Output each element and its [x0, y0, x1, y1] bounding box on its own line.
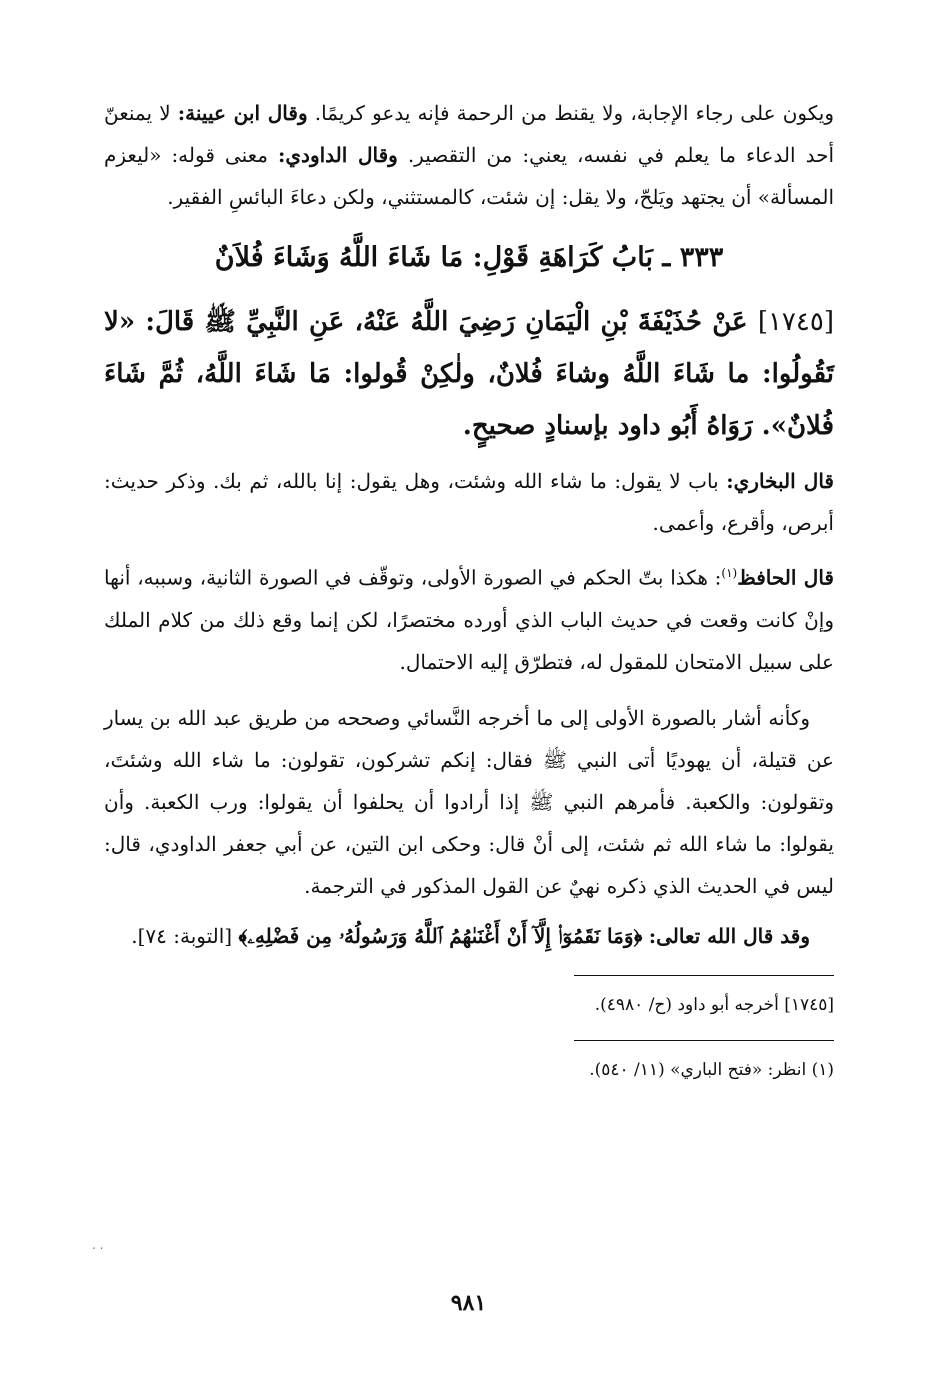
speaker-label: قال البخاري: — [726, 469, 834, 493]
verse-reference: [التوبة: ٧٤]. — [131, 923, 233, 948]
footnote-divider — [574, 975, 834, 976]
footnote-hadith-source: [١٧٤٥] أخرجه أبو داود (ح/ ٤٩٨٠). — [594, 994, 834, 1015]
paragraph-bukhari — [104, 460, 834, 544]
footnote-divider — [574, 1040, 834, 1041]
page-body — [104, 92, 834, 1087]
margin-dots: . . — [92, 1238, 104, 1252]
text-run: باب لا يقول: ما شاء الله وشئت، وهل يقول: إنا بالله، ثم بك. وذكر حديث: أبرص، وأقرع، وأعمى. — [104, 469, 834, 535]
quran-verse: ﴿وَمَا نَقَمُوٓا۟ إِلَّآ أَنْ أَغْنَىٰهُمُ ٱللَّهُ وَرَسُولُهُۥ مِن فَضْلِهِۦ﴾ — [238, 923, 643, 948]
paragraph-hafiz — [104, 552, 834, 683]
text-run: معنى قوله: «ليعزم المسألة» أن يجتهد ويَلحّ، ولا يقل: إن شئت، كالمستثني، ولكن دعاءَ البائسِ الفقير. — [104, 143, 834, 209]
footnote-marker[interactable]: (١) — [721, 566, 738, 580]
speaker-label: وقال ابن عيينة: — [177, 101, 308, 125]
paragraph-verse — [104, 915, 834, 957]
text-run: لا يمنعنّ أحد الدعاء ما يعلم في نفسه، يعني: من التقصير. — [104, 101, 835, 167]
hadith-body: عَنْ حُذَيْفَةَ بْنِ الْيَمَانِ رَضِيَ اللَّهُ عَنْهُ، عَنِ النَّبِيِّ ﷺ قَالَ: «لا تَقُولُوا: ما شَاءَ اللَّهُ وشاءَ فُلانٌ، ولٰكِنْ قُولوا: مَا شَاءَ اللَّهُ، ثُمَّ شَاءَ فُلانٌ». رَوَاهُ أَبُو داود بإسنادٍ صحيحٍ. — [104, 307, 834, 441]
speaker-label: قال الحافظ — [737, 565, 834, 590]
page-number: ٩٨١ — [450, 1290, 487, 1316]
hadith-text — [104, 296, 834, 452]
text-run: : هكذا بتّ الحكم في الصورة الأولى، وتوقّف في الصورة الثانية، وسببه، أنها وإنْ كانت وقعت في حديث الباب الذي أورده مختصرًا، لكن إنما وقع ذلك من كلام الملك على سبيل الامتحان للمقول له، فتطرّق إليه الاحتمال. — [104, 565, 834, 674]
speaker-label: وقال الداودي: — [278, 143, 398, 167]
speaker-label: وقد قال الله تعالى: — [648, 923, 810, 948]
footnote-1: (١) انظر: «فتح الباري» (١١/ ٥٤٠). — [589, 1059, 834, 1080]
chapter-heading: ٣٣٣ ـ بَابُ كَرَاهَةِ قَوْلِ: مَا شَاءَ اللَّهُ وَشَاءَ فُلاَنٌ — [214, 242, 724, 273]
hadith-number: [١٧٤٥] — [757, 307, 834, 337]
text-run: ويكون على رجاء الإجابة، ولا يقنط من الرحمة فإنه يدعو كريمًا. — [314, 101, 834, 125]
paragraph-nasai: وكأنه أشار بالصورة الأولى إلى ما أخرجه النَّسائي وصححه من طريق عبد الله بن يسار عن قتيلة، أن يهوديًا أتى النبي ﷺ فقال: إنكم تشركون، تقولون: ما شاء الله وشئتَ، وتقولون: والكعبة. فأمرهم النبي ﷺ إذا أرادوا أن يحلفوا أن يقولوا: ورب الكعبة. وأن يقولوا: ما شاء الله ثم شئت، إلى أنْ قال: وحكى ابن التين، عن أبي جعفر الداودي، قال: ليس في الحديث الذي ذكره نهيٌ عن القول المذكور في الترجمة. — [104, 705, 834, 898]
paragraph-commentary — [104, 92, 834, 218]
